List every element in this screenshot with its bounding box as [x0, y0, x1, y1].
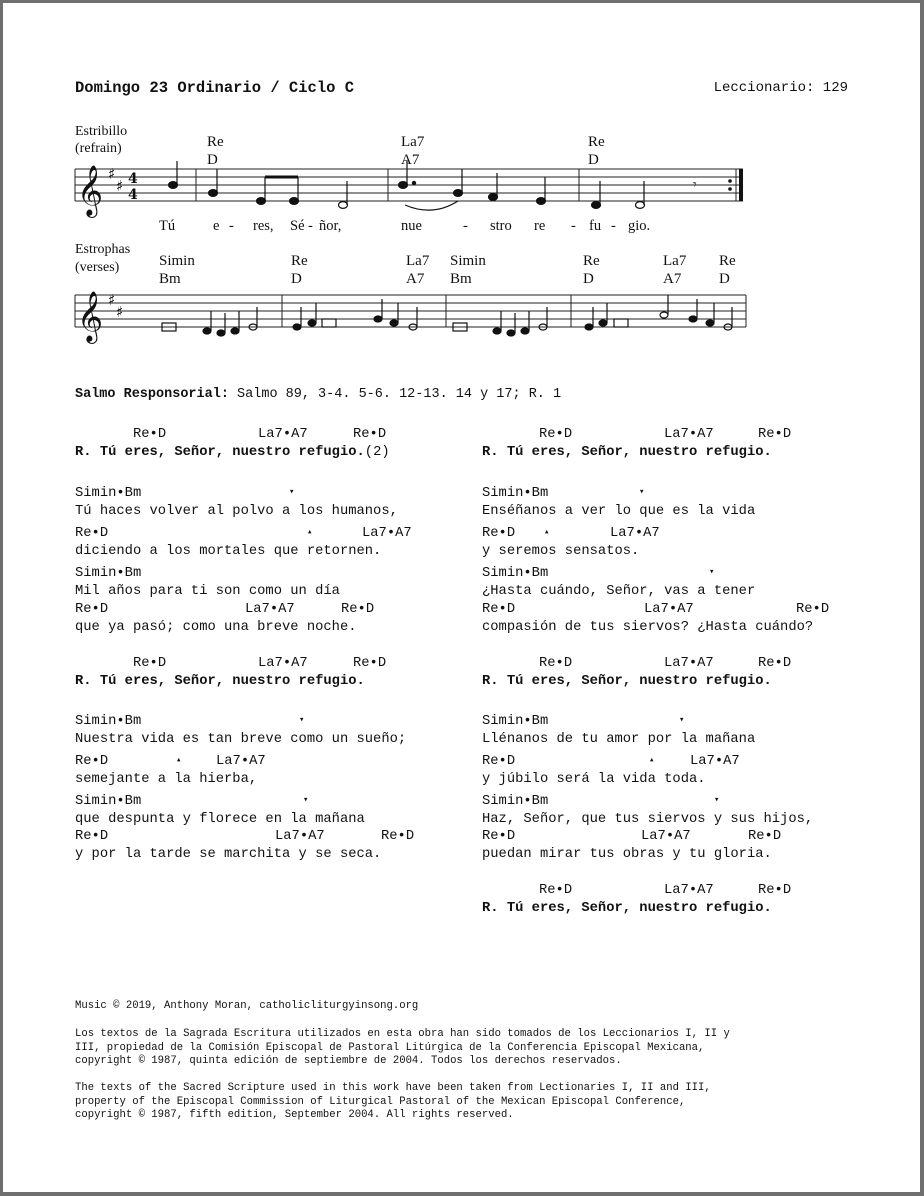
- time-signature: 4: [128, 171, 138, 187]
- lyric: -: [229, 218, 234, 234]
- chord-re: Re: [291, 253, 308, 269]
- chord-re-d: Re•D: [539, 883, 573, 898]
- chord-bm: Bm: [159, 271, 181, 287]
- chord-la7-a7: La7•A7: [664, 427, 714, 442]
- chord-re-d: Re•D: [748, 829, 782, 844]
- chord-re-d: Re•D: [75, 602, 109, 617]
- copyright-en: The texts of the Sacred Scripture used in this work have been taken from Lectionaries I, II and III, property of the Episcopal Commission of Liturgical Pastoral of the Mexican Episcopal Conference, copyright © 1987, fifth edition, September 2004. All rights reserved.: [75, 1082, 711, 1121]
- chord-la7: La7: [406, 253, 430, 269]
- chord-re: Re: [588, 134, 605, 150]
- verse-line: diciendo a los mortales que retornen.: [75, 544, 382, 559]
- chord-la7-a7: La7•A7: [275, 829, 325, 844]
- refrain-label: Estribillo: [75, 124, 128, 139]
- salmo-text: Salmo 89, 3-4. 5-6. 12-13. 14 y 17; R. 1: [237, 387, 562, 402]
- lyric: -: [308, 218, 313, 234]
- leccionario-number: Leccionario: 129: [713, 80, 848, 96]
- lyric: e: [213, 218, 220, 234]
- chord-d: D: [583, 271, 594, 287]
- chord-la7-a7: La7•A7: [258, 656, 308, 671]
- chord-re: Re: [207, 134, 224, 150]
- chord-re-d: Re•D: [758, 427, 792, 442]
- refrain-line: R. Tú eres, Señor, nuestro refugio.(2): [75, 445, 390, 460]
- chord-re-d: Re•D: [75, 754, 109, 769]
- verse-line: Tú haces volver al polvo a los humanos,: [75, 504, 398, 519]
- accent-down-icon: ▾: [679, 715, 685, 725]
- chord-la7-a7: La7•A7: [664, 883, 714, 898]
- chord-re: Re: [583, 253, 600, 269]
- chord-la7-a7: La7•A7: [258, 427, 308, 442]
- music-copyright: Music © 2019, Anthony Moran, catholicliturgyinsong.org: [75, 1000, 419, 1012]
- accent-down-icon: ▾: [709, 567, 715, 577]
- salmo-reference: [75, 387, 561, 402]
- verse-line: y júbilo será la vida toda.: [482, 772, 706, 787]
- chord-simin-bm: Simin•Bm: [75, 486, 142, 501]
- copyright-es: Los textos de la Sagrada Escritura utilizados en esta obra han sido tomados de los Leccionarios I, II y III, propiedad de la Comisión Episcopal de Pastoral Litúrgica de la Conferencia Episcopal Mexicana, copyright © 1987, quinta edición de septiembre de 2004. Todos los derechos reservados.: [75, 1028, 730, 1067]
- chord-re-d: Re•D: [539, 656, 573, 671]
- accent-down-icon: ▾: [639, 487, 645, 497]
- lyric: gio.: [628, 218, 651, 234]
- lyric: nue: [401, 218, 422, 234]
- verse-line: Enséñanos a ver lo que es la vida: [482, 504, 756, 519]
- verse-line: que ya pasó; como una breve noche.: [75, 620, 357, 635]
- chord-re-d: Re•D: [796, 602, 830, 617]
- verse-line: ¿Hasta cuándo, Señor, vas a tener: [482, 584, 756, 599]
- lyric: res,: [253, 218, 274, 234]
- accent-up-icon: ▴: [176, 755, 182, 765]
- time-signature: 4: [128, 187, 138, 203]
- refrain-line: R. Tú eres, Señor, nuestro refugio.: [482, 445, 772, 460]
- chord-la7-a7: La7•A7: [641, 829, 691, 844]
- chord-re-d: Re•D: [758, 656, 792, 671]
- verses-label-en: (verses): [75, 260, 120, 275]
- chord-re-d: Re•D: [758, 883, 792, 898]
- chord-la7-a7: La7•A7: [245, 602, 295, 617]
- chord-la7: La7: [663, 253, 687, 269]
- lyric: -: [571, 218, 576, 234]
- chord-simin: Simin: [159, 253, 195, 269]
- chord-re-d: Re•D: [75, 526, 109, 541]
- chord-re-d: Re•D: [482, 602, 516, 617]
- verse-line: compasión de tus siervos? ¿Hasta cuándo?: [482, 620, 814, 635]
- lyric: ñor,: [319, 218, 342, 234]
- chord-re-d: Re•D: [353, 656, 387, 671]
- chord-simin-bm: Simin•Bm: [482, 566, 549, 581]
- chord-re-d: Re•D: [381, 829, 415, 844]
- refrain-line: R. Tú eres, Señor, nuestro refugio.: [482, 901, 772, 916]
- refrain-line: R. Tú eres, Señor, nuestro refugio.: [482, 674, 772, 689]
- verse-line: puedan mirar tus obras y tu gloria.: [482, 847, 772, 862]
- verse-line: Llénanos de tu amor por la mañana: [482, 732, 756, 747]
- rest-icon: 𝄾: [693, 177, 697, 193]
- salmo-label: Salmo Responsorial:: [75, 387, 229, 402]
- chord-a7: A7: [663, 271, 682, 287]
- accent-up-icon: ▴: [307, 527, 313, 537]
- chord-re-d: Re•D: [482, 526, 516, 541]
- left-column: [75, 427, 475, 867]
- chord-simin-bm: Simin•Bm: [482, 794, 549, 809]
- sharp-icon: ♯: [116, 177, 124, 195]
- sharp-icon: ♯: [116, 303, 124, 321]
- chord-d: D: [207, 152, 218, 168]
- right-column: [482, 427, 902, 927]
- chord-la7-a7: La7•A7: [216, 754, 266, 769]
- chord-bm: Bm: [450, 271, 472, 287]
- chord-re-d: Re•D: [353, 427, 387, 442]
- chord-simin: Simin: [450, 253, 486, 269]
- verse-line: Haz, Señor, que tus siervos y sus hijos,: [482, 812, 814, 827]
- accent-up-icon: ▴: [544, 527, 550, 537]
- chord-simin-bm: Simin•Bm: [75, 566, 142, 581]
- chord-a7: A7: [406, 271, 425, 287]
- chord-re-d: Re•D: [341, 602, 375, 617]
- chord-la7-a7: La7•A7: [664, 656, 714, 671]
- verse-line: Nuestra vida es tan breve como un sueño;: [75, 732, 407, 747]
- verse-line: y por la tarde se marchita y se seca.: [75, 847, 382, 862]
- chord-re-d: Re•D: [482, 754, 516, 769]
- lyric: -: [611, 218, 616, 234]
- chord-re: Re: [719, 253, 736, 269]
- lyric: re: [534, 218, 546, 234]
- chord-la7-a7: La7•A7: [610, 526, 660, 541]
- refrain-label-en: (refrain): [75, 141, 122, 156]
- treble-clef-icon: 𝄞: [77, 291, 104, 342]
- refrain-staff: [3, 113, 920, 353]
- chord-la7-a7: La7•A7: [644, 602, 694, 617]
- chord-re-d: Re•D: [75, 829, 109, 844]
- accent-down-icon: ▾: [289, 487, 295, 497]
- chord-re-d: Re•D: [133, 427, 167, 442]
- lyric: fu: [589, 218, 602, 234]
- chord-d: D: [291, 271, 302, 287]
- chord-simin-bm: Simin•Bm: [75, 714, 142, 729]
- chord-re-d: Re•D: [482, 829, 516, 844]
- chord-simin-bm: Simin•Bm: [482, 714, 549, 729]
- treble-clef-icon: 𝄞: [77, 165, 104, 216]
- chord-d: D: [719, 271, 730, 287]
- lyric: stro: [490, 218, 512, 234]
- chord-simin-bm: Simin•Bm: [482, 486, 549, 501]
- verse-line: y seremos sensatos.: [482, 544, 640, 559]
- accent-down-icon: ▾: [299, 715, 305, 725]
- chord-simin-bm: Simin•Bm: [75, 794, 142, 809]
- sheet-page: [3, 3, 920, 1192]
- verses-label: Estrophas: [75, 242, 131, 257]
- chord-la7-a7: La7•A7: [362, 526, 412, 541]
- accent-down-icon: ▾: [714, 795, 720, 805]
- chord-d: D: [588, 152, 599, 168]
- verse-line: Mil años para ti son como un día: [75, 584, 340, 599]
- accent-down-icon: ▾: [303, 795, 309, 805]
- sharp-icon: ♯: [108, 291, 116, 309]
- page-title: Domingo 23 Ordinario / Ciclo C: [75, 79, 355, 97]
- verse-line: que despunta y florece en la mañana: [75, 812, 365, 827]
- lyric: Sé: [290, 218, 305, 234]
- lyric: -: [463, 218, 468, 234]
- chord-la7: La7: [401, 134, 425, 150]
- chord-re-d: Re•D: [133, 656, 167, 671]
- refrain-line: R. Tú eres, Señor, nuestro refugio.: [75, 674, 365, 689]
- chord-re-d: Re•D: [539, 427, 573, 442]
- chord-a7: A7: [401, 152, 420, 168]
- sharp-icon: ♯: [108, 165, 116, 183]
- verse-line: semejante a la hierba,: [75, 772, 258, 787]
- chord-la7-a7: La7•A7: [690, 754, 740, 769]
- accent-up-icon: ▴: [649, 755, 655, 765]
- lyric: Tú: [159, 218, 176, 234]
